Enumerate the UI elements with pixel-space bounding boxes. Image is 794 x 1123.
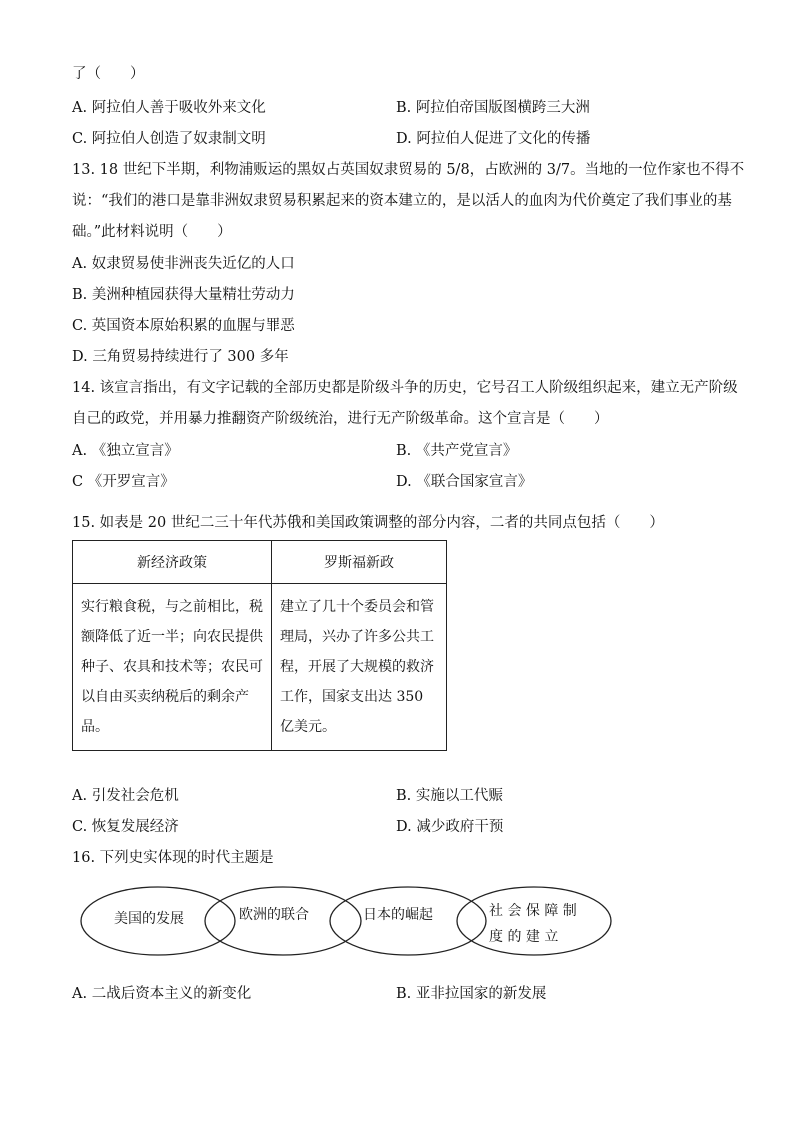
q13-option-d: D. 三角贸易持续进行了 300 多年 [72,349,289,365]
q13-stem-line3: 础。”此材料说明（ ） [72,224,232,240]
venn-label-social-line1: 社 会 保 障 制 [489,903,577,919]
q14-option-b: B. 《共产党宣言》 [396,443,518,459]
q16-option-a: A. 二战后资本主义的新变化 [72,986,252,1002]
q15-option-d: D. 减少政府干预 [396,819,504,835]
q13-stem-line1: 13. 18 世纪下半期，利物浦贩运的黑奴占英国奴隶贸易的 5/8，占欧洲的 3/7。当地的一位作家也不得不 [72,162,745,178]
table-cell-nep: 实行粮食税，与之前相比，税额降低了近一半；向农民提供种子、农具和技术等；农民可以自由买卖纳税后的剩余产品。 [73,584,272,751]
policy-table [72,540,447,751]
q13-option-b: B. 美洲种植园获得大量精壮劳动力 [72,287,295,303]
q14-option-d: D. 《联合国家宣言》 [396,474,533,490]
q12-stem-tail: 了（ ） [72,66,145,82]
q12-option-b: B. 阿拉伯帝国版图横跨三大洲 [396,100,590,116]
table-cell-new-deal: 建立了几十个委员会和管理局，兴办了许多公共工程，开展了大规模的救济工作，国家支出达 350 亿美元。 [272,584,447,751]
q12-option-a: A. 阿拉伯人善于吸收外来文化 [72,100,266,116]
venn-label-us: 美国的发展 [114,911,184,927]
q15-option-b: B. 实施以工代赈 [396,788,503,804]
q13-option-c: C. 英国资本原始积累的血腥与罪恶 [72,318,295,334]
table-header-new-deal: 罗斯福新政 [272,541,447,584]
q16-stem: 16. 下列史实体现的时代主题是 [72,850,274,866]
venn-label-japan: 日本的崛起 [363,907,433,923]
q15-stem: 15. 如表是 20 世纪二三十年代苏俄和美国政策调整的部分内容，二者的共同点包括（ ） [72,515,664,531]
q12-option-d: D. 阿拉伯人促进了文化的传播 [396,131,591,147]
venn-label-social-line2: 度 的 建 立 [489,929,559,945]
venn-label-europe: 欧洲的联合 [239,907,309,923]
q13-stem-line2: 说：“我们的港口是靠非洲奴隶贸易积累起来的资本建立的，是以活人的血肉为代价奠定了我们事业的基 [72,193,732,209]
q14-stem-line1: 14. 该宣言指出，有文字记载的全部历史都是阶级斗争的历史，它号召工人阶级组织起来，建立无产阶级 [72,380,738,396]
q12-option-c: C. 阿拉伯人创造了奴隶制文明 [72,131,266,147]
q15-option-c: C. 恢复发展经济 [72,819,179,835]
q14-stem-line2: 自己的政党，并用暴力推翻资产阶级统治，进行无产阶级革命。这个宣言是（ ） [72,411,609,427]
table-header-nep: 新经济政策 [73,541,272,584]
q15-option-a: A. 引发社会危机 [72,788,179,804]
q14-option-a: A. 《独立宣言》 [72,443,179,459]
q14-option-c: C 《开罗宣言》 [72,474,175,490]
q16-option-b: B. 亚非拉国家的新发展 [396,986,547,1002]
q13-option-a: A. 奴隶贸易使非洲丧失近亿的人口 [72,256,295,272]
venn-diagram [78,885,618,965]
